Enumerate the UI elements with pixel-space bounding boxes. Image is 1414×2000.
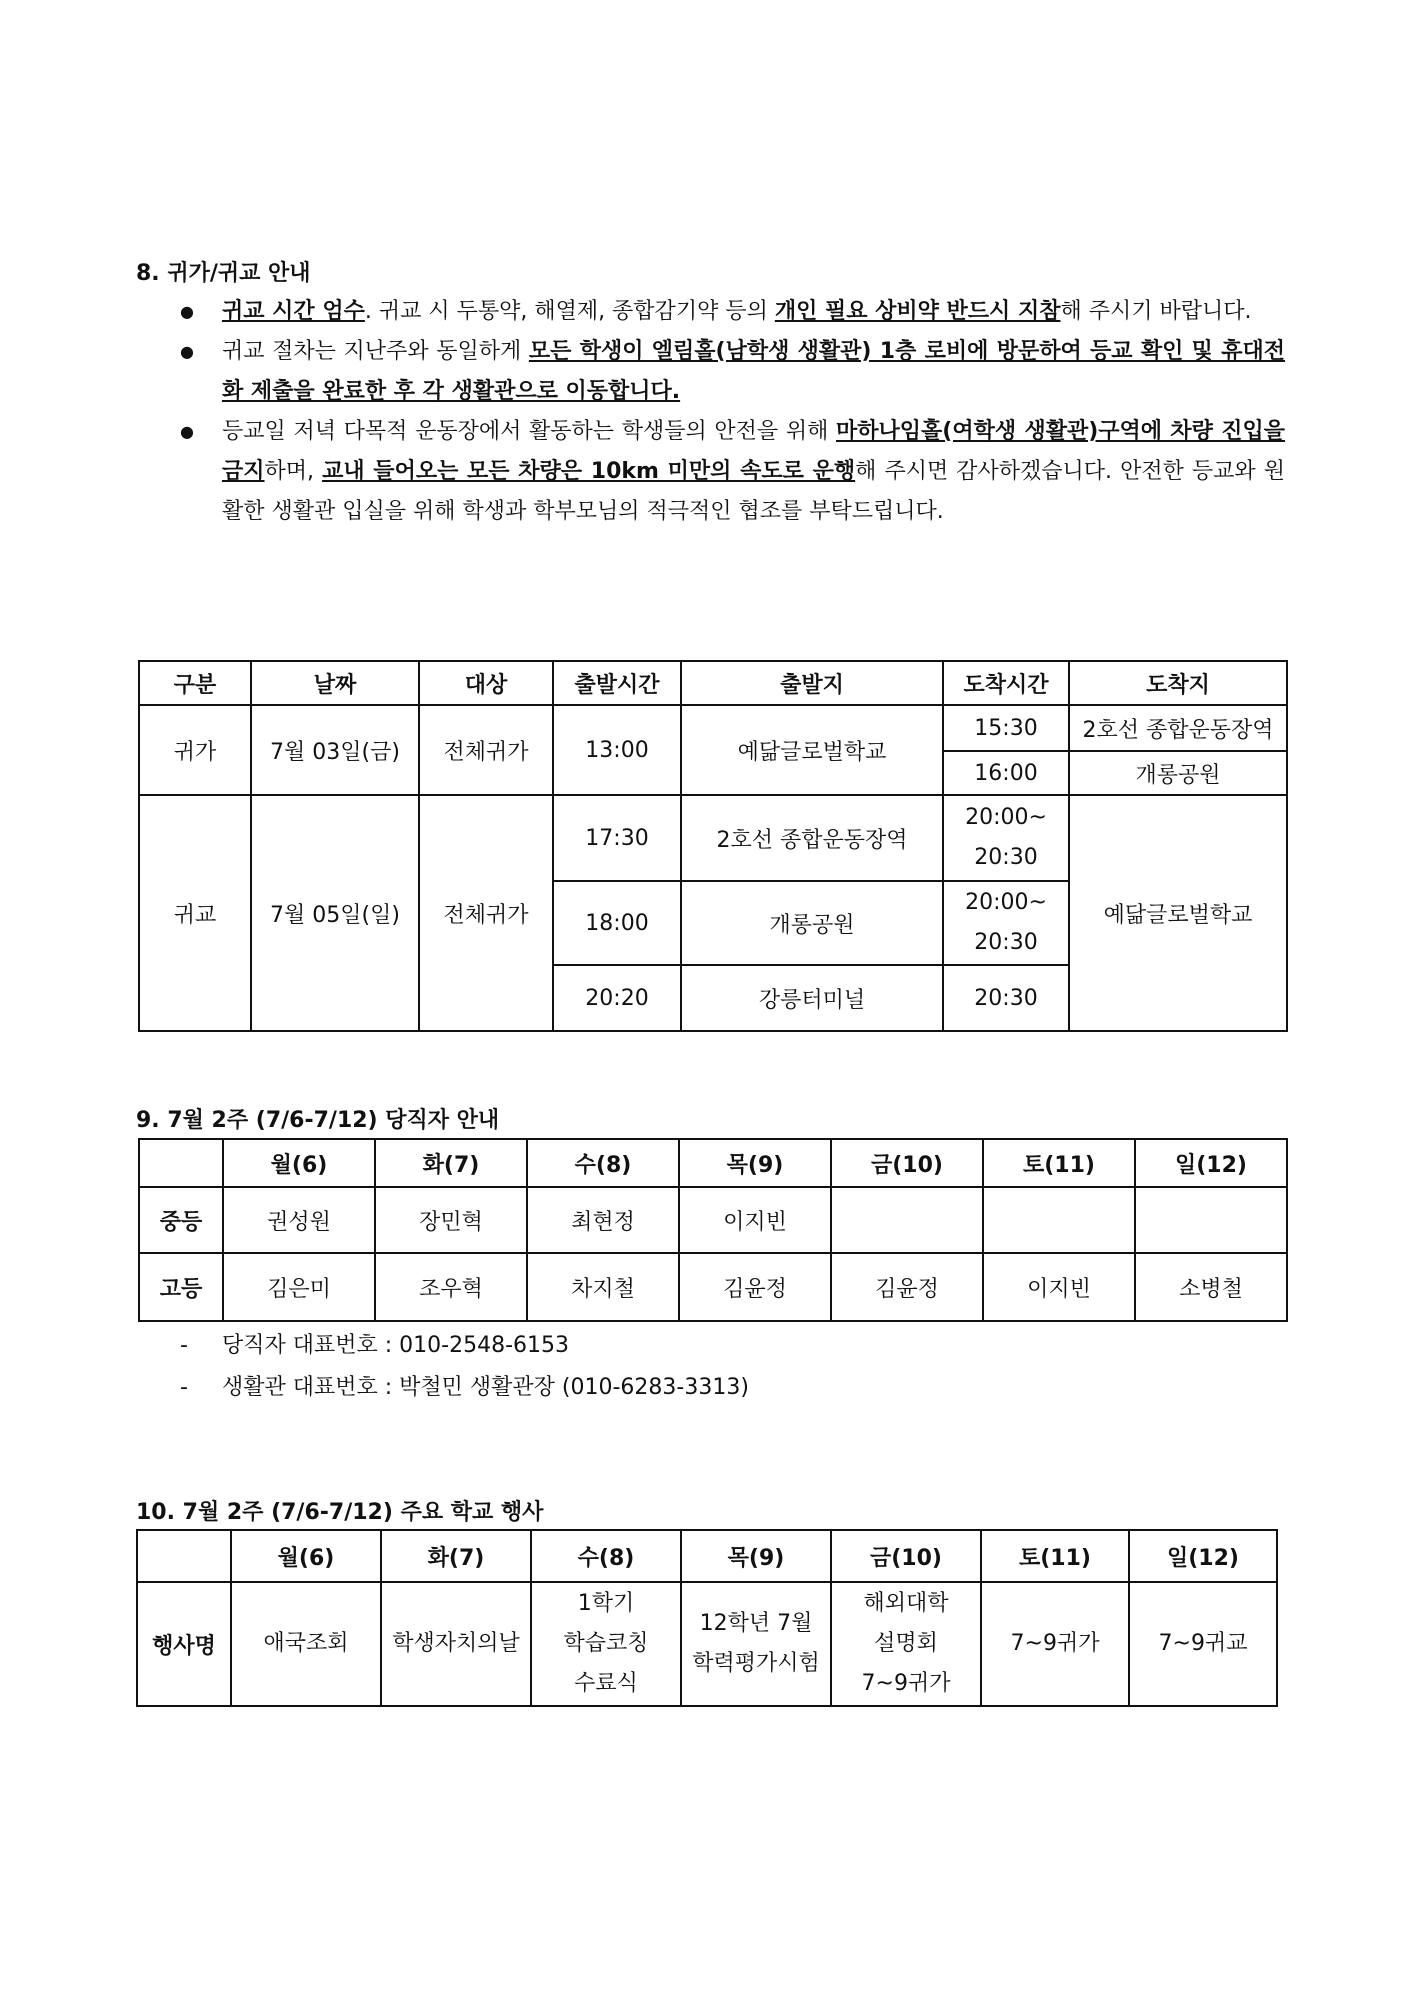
event-line: 학습코칭 <box>563 1631 649 1656</box>
event-line: 12학년 7월 <box>699 1611 813 1636</box>
section8-heading: 8. 귀가/귀교 안내 <box>136 261 311 286</box>
emphasis-text: 귀교 시간 엄수 <box>222 299 365 324</box>
row-label: 중등 <box>139 1187 223 1253</box>
cell-arrive-time: 15:30 <box>943 705 1069 751</box>
arrive-time-end: 20:30 <box>974 845 1038 870</box>
emphasis-text: 마하나임홀(여학생 생활관)구역에 차량 진입을 금지 <box>222 419 1285 484</box>
duty-cell: 이지빈 <box>983 1253 1135 1321</box>
cell-type: 귀가 <box>139 705 251 795</box>
cell-arrive-time: 16:00 <box>943 751 1069 795</box>
day-header: 금(10) <box>831 1530 981 1582</box>
duty-cell: 차지철 <box>527 1253 679 1321</box>
day-header: 화(7) <box>375 1139 527 1187</box>
arrive-time-end: 20:30 <box>974 930 1038 955</box>
cell-date: 7월 03일(금) <box>251 705 419 795</box>
table-row <box>139 1253 1287 1321</box>
day-header: 목(9) <box>681 1530 831 1582</box>
corner-cell <box>139 1139 223 1187</box>
day-header: 수(8) <box>531 1530 681 1582</box>
event-cell <box>981 1582 1129 1706</box>
event-line: 7~9귀가 <box>1010 1631 1100 1656</box>
cell-date: 7월 05일(일) <box>251 795 419 1031</box>
event-cell <box>231 1582 381 1706</box>
duty-cell <box>983 1187 1135 1253</box>
event-line: 해외대학 <box>863 1591 949 1616</box>
duty-cell: 최현정 <box>527 1187 679 1253</box>
event-cell <box>681 1582 831 1706</box>
bullet-item <box>170 292 1285 332</box>
table-row <box>139 705 1287 751</box>
event-line: 7~9귀가 <box>861 1671 951 1696</box>
day-header: 수(8) <box>527 1139 679 1187</box>
note-item: - 당직자 대표번호 : 010-2548-6153 <box>170 1325 749 1367</box>
event-line: 학생자치의날 <box>392 1631 520 1656</box>
cell-arrive-time <box>943 881 1069 965</box>
duty-cell: 김윤정 <box>831 1253 983 1321</box>
column-header: 도착지 <box>1069 661 1287 705</box>
day-header: 월(6) <box>223 1139 375 1187</box>
column-header: 대상 <box>419 661 553 705</box>
cell-arrive-place: 2호선 종합운동장역 <box>1069 705 1287 751</box>
duty-cell <box>1135 1187 1287 1253</box>
row-label: 고등 <box>139 1253 223 1321</box>
body-text: 해 주시면 감사하겠습니다. 안전한 등교와 원활한 생활관 입실을 위해 학생과 학부모님의 적극적인 협조를 부탁드립니다. <box>222 459 1285 524</box>
event-line: 학력평가시험 <box>692 1651 820 1676</box>
column-header: 도착시간 <box>943 661 1069 705</box>
cell-depart-time: 18:00 <box>553 881 681 965</box>
day-header: 월(6) <box>231 1530 381 1582</box>
duty-notes <box>170 1325 749 1409</box>
event-cell <box>1129 1582 1277 1706</box>
day-header: 목(9) <box>679 1139 831 1187</box>
day-header: 토(11) <box>981 1530 1129 1582</box>
event-line: 1학기 <box>577 1591 635 1616</box>
duty-cell: 소병철 <box>1135 1253 1287 1321</box>
duty-cell: 권성원 <box>223 1187 375 1253</box>
cell-depart-place: 예닮글로벌학교 <box>681 705 943 795</box>
bullet-item <box>170 332 1285 412</box>
column-header: 출발지 <box>681 661 943 705</box>
cell-depart-time: 13:00 <box>553 705 681 795</box>
cell-depart-place: 강릉터미널 <box>681 965 943 1031</box>
cell-depart-time: 17:30 <box>553 795 681 881</box>
cell-depart-time: 20:20 <box>553 965 681 1031</box>
cell-arrive-time: 20:30 <box>943 965 1069 1031</box>
arrive-time-start: 20:00~ <box>965 890 1047 915</box>
day-header: 토(11) <box>983 1139 1135 1187</box>
table-header-row <box>139 1139 1287 1187</box>
event-line: 7~9귀교 <box>1158 1631 1248 1656</box>
duty-cell: 이지빈 <box>679 1187 831 1253</box>
table-row <box>139 1187 1287 1253</box>
duty-cell: 장민혁 <box>375 1187 527 1253</box>
day-header: 금(10) <box>831 1139 983 1187</box>
cell-type: 귀교 <box>139 795 251 1031</box>
section8-bullets <box>170 292 1285 532</box>
duty-cell: 김윤정 <box>679 1253 831 1321</box>
corner-cell <box>137 1530 231 1582</box>
arrive-time-start: 20:00~ <box>965 805 1047 830</box>
note-item: - 생활관 대표번호 : 박철민 생활관장 (010-6283-3313) <box>170 1367 749 1409</box>
duty-schedule-table <box>138 1138 1288 1322</box>
column-header: 출발시간 <box>553 661 681 705</box>
body-text: 등교일 저녁 다목적 운동장에서 활동하는 학생들의 안전을 위해 <box>222 419 837 444</box>
column-header: 구분 <box>139 661 251 705</box>
event-cell <box>381 1582 531 1706</box>
cell-target: 전체귀가 <box>419 705 553 795</box>
row-label: 행사명 <box>137 1582 231 1706</box>
duty-cell <box>831 1187 983 1253</box>
events-table <box>136 1529 1278 1707</box>
event-line: 수료식 <box>574 1671 638 1696</box>
table-row <box>139 795 1287 881</box>
emphasis-text: 모든 학생이 엘림홀(남학생 생활관) 1층 로비에 방문하여 등교 확인 및 휴대전화 제출을 완료한 후 각 생활관으로 이동합니다. <box>222 339 1285 404</box>
day-header: 일(12) <box>1129 1530 1277 1582</box>
cell-depart-place: 개롱공원 <box>681 881 943 965</box>
body-text: 하며, <box>264 459 323 484</box>
bus-schedule-table <box>138 660 1288 1032</box>
day-header: 일(12) <box>1135 1139 1287 1187</box>
emphasis-text: 교내 들어오는 모든 차량은 10km 미만의 속도로 운행 <box>322 459 856 484</box>
cell-arrive-place: 예닮글로벌학교 <box>1069 795 1287 1031</box>
body-text: 귀교 절차는 지난주와 동일하게 <box>222 339 529 364</box>
table-header-row <box>137 1530 1277 1582</box>
section10-heading: 10. 7월 2주 (7/6-7/12) 주요 학교 행사 <box>136 1500 544 1525</box>
duty-cell: 조우혁 <box>375 1253 527 1321</box>
event-cell <box>831 1582 981 1706</box>
day-header: 화(7) <box>381 1530 531 1582</box>
emphasis-text: 개인 필요 상비약 반드시 지참 <box>774 299 1061 324</box>
section9-heading: 9. 7월 2주 (7/6-7/12) 당직자 안내 <box>136 1108 500 1133</box>
body-text: 해 주시기 바랍니다. <box>1060 299 1252 324</box>
cell-target: 전체귀가 <box>419 795 553 1031</box>
duty-cell: 김은미 <box>223 1253 375 1321</box>
event-line: 애국조회 <box>263 1631 349 1656</box>
cell-depart-place: 2호선 종합운동장역 <box>681 795 943 881</box>
event-cell <box>531 1582 681 1706</box>
bullet-item <box>170 412 1285 532</box>
table-header-row <box>139 661 1287 705</box>
body-text: . 귀교 시 두통약, 해열제, 종합감기약 등의 <box>364 299 775 324</box>
cell-arrive-time <box>943 795 1069 881</box>
column-header: 날짜 <box>251 661 419 705</box>
table-row <box>137 1582 1277 1706</box>
event-line: 설명회 <box>874 1631 938 1656</box>
cell-arrive-place: 개롱공원 <box>1069 751 1287 795</box>
